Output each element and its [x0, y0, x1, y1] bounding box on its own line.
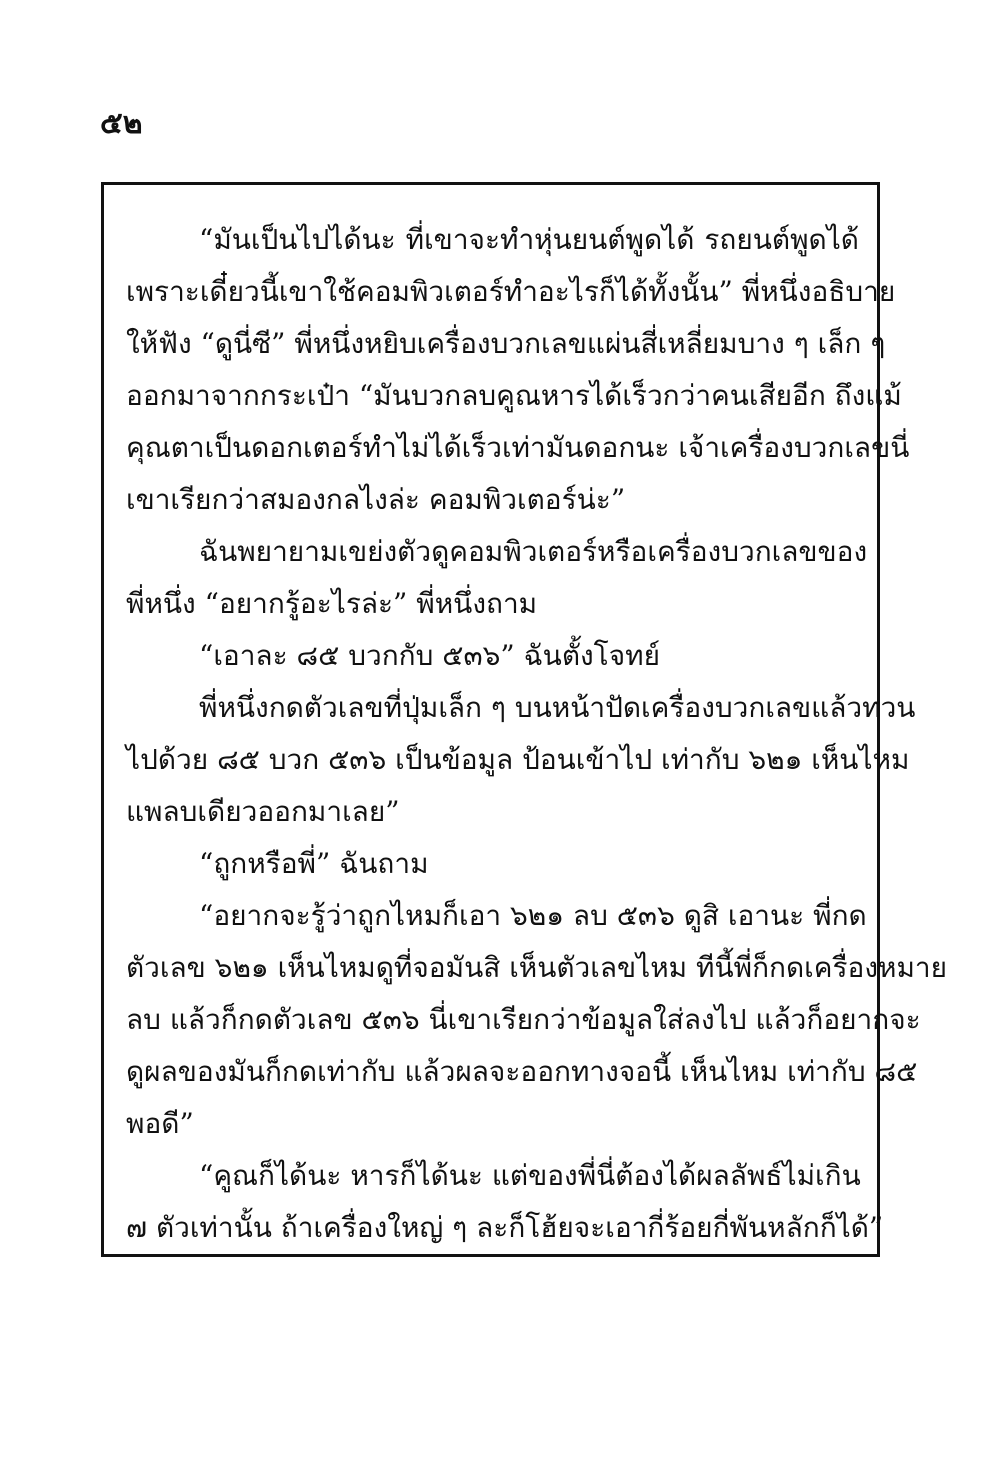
text-line: “อยากจะรู้ว่าถูกไหมก็เอา ๖๒๑ ลบ ๕๓๖ ดูสิ เอานะ พี่กด	[199, 899, 867, 932]
page-number: ๕๒	[100, 106, 143, 141]
text-line: ฉันพยายามเขย่งตัวดูคอมพิวเตอร์หรือเครื่องบวกเลขของ	[199, 535, 868, 568]
text-line: พี่หนึ่งกดตัวเลขที่ปุ่มเล็ก ๆ บนหน้าปัดเครื่องบวกเลขแล้วทวน	[199, 691, 916, 724]
text-line: ลบ แล้วก็กดตัวเลข ๕๓๖ นี่เขาเรียกว่าข้อมูลใส่ลงไป แล้วก็อยากจะ	[126, 1003, 921, 1036]
text-line: “เอาละ ๘๕ บวกกับ ๕๓๖” ฉันตั้งโจทย์	[199, 639, 660, 672]
text-line: พี่หนึ่ง “อยากรู้อะไรล่ะ” พี่หนึ่งถาม	[126, 587, 538, 620]
text-line: ไปด้วย ๘๕ บวก ๕๓๖ เป็นข้อมูล ป้อนเข้าไป เท่ากับ ๖๒๑ เห็นไหม	[126, 743, 910, 776]
text-line: พอดี”	[126, 1107, 194, 1140]
text-line: ออกมาจากกระเป๋า “มันบวกลบคูณหารได้เร็วกว่าคนเสียอีก ถึงแม้	[126, 379, 902, 412]
text-line: “มันเป็นไปได้นะ ที่เขาจะทำหุ่นยนต์พูดได้ รถยนต์พูดได้	[199, 223, 859, 256]
text-line: คุณตาเป็นดอกเตอร์ทำไม่ได้เร็วเท่ามันดอกนะ เจ้าเครื่องบวกเลขนี่	[126, 431, 910, 464]
text-line: แพลบเดียวออกมาเลย”	[126, 795, 400, 828]
text-line: ตัวเลข ๖๒๑ เห็นไหมดูที่จอมันสิ เห็นตัวเลขไหม ทีนี้พี่ก็กดเครื่องหมาย	[126, 951, 948, 984]
text-line: เขาเรียกว่าสมองกลไงล่ะ คอมพิวเตอร์น่ะ”	[126, 483, 626, 516]
text-frame	[101, 182, 948, 1257]
text-line: ๗ ตัวเท่านั้น ถ้าเครื่องใหญ่ ๆ ละก็โฮ้ยจะเอากี่ร้อยกี่พันหลักก็ได้”	[126, 1211, 884, 1244]
text-line: “คูณก็ได้นะ หารก็ได้นะ แต่ของพี่นี่ต้องได้ผลลัพธ์ไม่เกิน	[199, 1159, 861, 1192]
text-line: ให้ฟัง “ดูนี่ซี” พี่หนึ่งหยิบเครื่องบวกเลขแผ่นสี่เหลี่ยมบาง ๆ เล็ก ๆ	[126, 327, 886, 360]
text-line: ดูผลของมันก็กดเท่ากับ แล้วผลจะออกทางจอนี้ เห็นไหม เท่ากับ ๘๕	[126, 1055, 918, 1088]
text-line: “ถูกหรือพี่” ฉันถาม	[199, 847, 429, 880]
text-line: เพราะเดี๋ยวนี้เขาใช้คอมพิวเตอร์ทำอะไรก็ได้ทั้งนั้น” พี่หนึ่งอธิบาย	[126, 275, 896, 308]
